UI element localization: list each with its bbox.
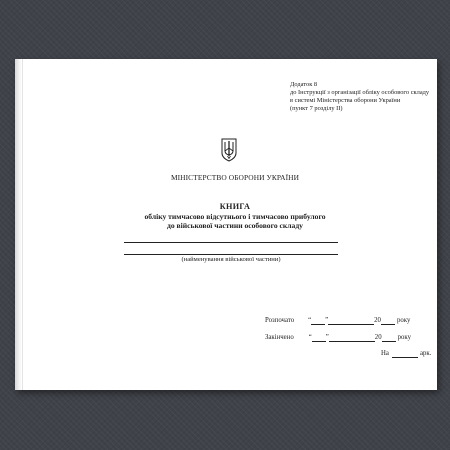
appendix-line: Додаток 8 bbox=[290, 81, 318, 88]
title-line: обліку тимчасово відсутнього і тимчасово прибулого bbox=[144, 211, 326, 221]
open-quote: “ bbox=[308, 317, 312, 324]
appendix-line: в системі Міністерства оборони України bbox=[290, 97, 401, 104]
sheets-suffix: арк. bbox=[419, 350, 432, 357]
sheets-row bbox=[381, 350, 431, 358]
started-date-row bbox=[265, 317, 410, 325]
day-field[interactable] bbox=[312, 334, 326, 342]
close-quote: ” bbox=[325, 317, 329, 324]
month-field[interactable] bbox=[329, 334, 375, 342]
day-field[interactable] bbox=[311, 317, 325, 325]
sheets-label: На bbox=[381, 350, 389, 357]
unit-name-line bbox=[124, 242, 338, 243]
finished-date-row bbox=[265, 334, 411, 342]
year-field[interactable] bbox=[381, 317, 395, 325]
ministry-name: МІНІСТЕРСТВО ОБОРОНИ УКРАЇНИ bbox=[170, 173, 300, 182]
century: 20 bbox=[374, 334, 382, 341]
year-suffix: року bbox=[397, 334, 411, 341]
started-label: Розпочато bbox=[265, 317, 295, 324]
open-quote: “ bbox=[308, 334, 312, 341]
document-page bbox=[15, 59, 437, 390]
sheets-count-field[interactable] bbox=[392, 350, 418, 358]
finished-label: Закінчено bbox=[265, 334, 294, 341]
year-suffix: року bbox=[396, 317, 411, 324]
appendix-line: (пункт 7 розділу ІІ) bbox=[290, 105, 343, 112]
unit-name-caption: (найменування військової частини) bbox=[181, 256, 281, 263]
appendix-note bbox=[290, 81, 430, 113]
month-field[interactable] bbox=[328, 317, 374, 325]
appendix-line: до Інструкції з організації обліку особового складу bbox=[290, 89, 430, 96]
century: 20 bbox=[374, 317, 381, 324]
title-heading: КНИГА bbox=[219, 202, 251, 211]
book-title bbox=[15, 202, 450, 231]
unit-name-line bbox=[124, 254, 338, 255]
trident-coat-of-arms-icon bbox=[221, 138, 237, 162]
close-quote: ” bbox=[325, 334, 329, 341]
title-line: до військової частини особового складу bbox=[167, 221, 303, 230]
year-field[interactable] bbox=[382, 334, 396, 342]
